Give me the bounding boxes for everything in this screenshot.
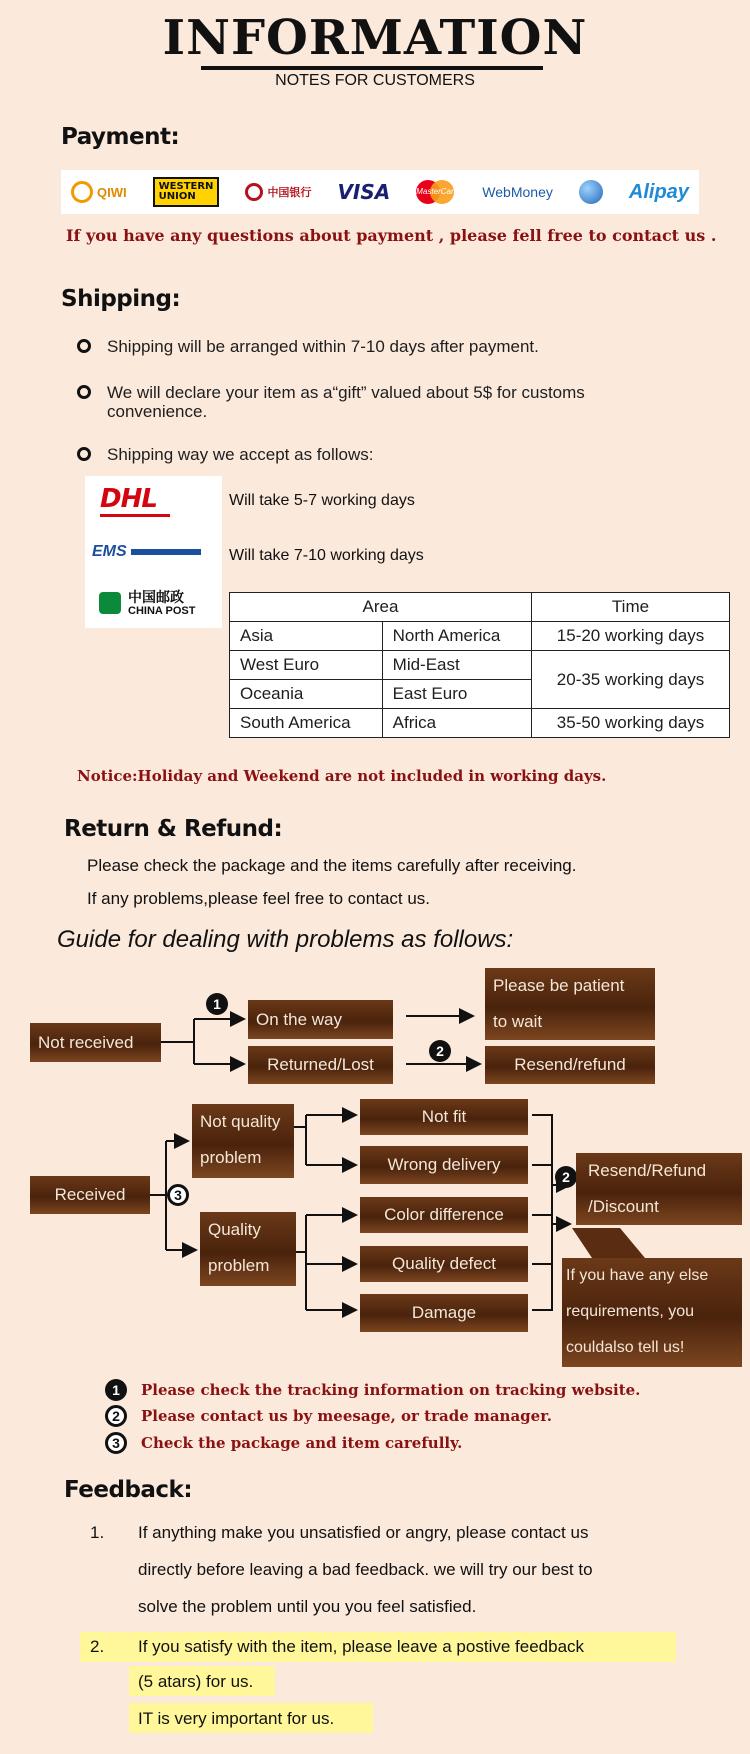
shipping-item: Shipping will be arranged within 7-10 days after payment. [77, 337, 677, 356]
ems-time-label: Will take 7-10 working days [229, 547, 424, 564]
payment-heading: Payment: [61, 124, 180, 150]
step-2-icon: 2 [105, 1405, 127, 1427]
feedback-line: If anything make you unsatisfied or angry, please contact us [138, 1523, 589, 1542]
qiwi-logo-text: QIWI [97, 184, 127, 200]
resend-discount-line: Resend/Refund [588, 1161, 707, 1180]
step-2-icon: 2 [429, 1040, 451, 1062]
wrong-delivery-box: Wrong delivery [360, 1146, 528, 1184]
table-row [230, 651, 730, 680]
step-3-icon: 3 [105, 1432, 127, 1454]
feedback-heading: Feedback: [64, 1477, 193, 1503]
page-title: INFORMATION [162, 10, 588, 66]
step-3-icon: 3 [167, 1184, 189, 1206]
table-row [230, 709, 730, 738]
globe-icon [579, 180, 603, 204]
dhl-time-label: Will take 5-7 working days [229, 492, 415, 509]
boc-logo-text: 中国银行 [267, 187, 312, 199]
key-item: 1 Please check the tracking information on tracking website. [105, 1379, 725, 1401]
ems-stripe-icon [131, 549, 201, 555]
step-1-icon: 1 [206, 993, 228, 1015]
mastercard-logo [416, 180, 459, 204]
resend-refund-discount-box [576, 1153, 742, 1225]
table-cell: West Euro [230, 651, 383, 680]
visa-logo: VISA [337, 180, 391, 204]
not-quality-problem-box [192, 1104, 294, 1178]
qiwi-ring-icon [71, 181, 93, 203]
table-header-time: Time [532, 593, 730, 622]
payment-logos [61, 170, 699, 214]
table-cell: South America [230, 709, 383, 738]
not-received-box: Not received [30, 1023, 161, 1062]
feedback-line: (5 atars) for us. [138, 1672, 254, 1691]
page-subtitle: NOTES FOR CUSTOMERS [275, 72, 475, 89]
boc-ring-icon [245, 183, 263, 201]
else-line: requirements, you [566, 1303, 695, 1320]
ems-logo-text: EMS [92, 543, 127, 560]
color-difference-box: Color difference [360, 1197, 528, 1233]
mastercard-logo-text: MasterCard [416, 187, 459, 196]
shipping-notice: Notice:Holiday and Weekend are not included in working days. [77, 767, 607, 785]
refund-line: If any problems,please feel free to contact us. [87, 889, 431, 908]
else-line: If you have any else [566, 1267, 709, 1284]
guide-heading: Guide for dealing with problems as follows: [57, 926, 514, 953]
china-post-logo [128, 590, 195, 618]
circle-bullet-icon [77, 385, 91, 399]
not-quality-line: Not quality [200, 1112, 281, 1131]
western-union-logo [153, 177, 220, 207]
step-1-icon: 1 [105, 1379, 127, 1401]
else-line: couldalso tell us! [566, 1339, 685, 1356]
be-patient-box [485, 968, 655, 1040]
ems-logo [92, 543, 201, 561]
table-cell: East Euro [382, 680, 531, 709]
table-cell: North America [382, 622, 531, 651]
feedback-line: solve the problem until you you feel satisfied. [138, 1597, 477, 1616]
be-patient-line: to wait [493, 1012, 543, 1031]
received-box: Received [30, 1176, 150, 1214]
shipping-heading: Shipping: [61, 286, 181, 312]
quality-line: problem [208, 1256, 270, 1275]
table-cell: 35-50 working days [532, 709, 730, 738]
shipping-item: We will declare your item as a“gift” valued about 5$ for customs convenience. [77, 383, 677, 421]
table-header-area: Area [230, 593, 532, 622]
shipping-item: Shipping way we accept as follows: [77, 445, 677, 464]
dhl-logo: DHL [100, 484, 157, 514]
quality-line: Quality [208, 1220, 261, 1239]
china-post-cn: 中国邮政 [128, 589, 184, 605]
circle-bullet-icon [77, 339, 91, 353]
title-rule [201, 66, 543, 70]
quality-defect-box: Quality defect [360, 1246, 528, 1282]
payment-note: If you have any questions about payment , please fell free to contact us . [66, 226, 717, 245]
feedback-line: If you satisfy with the item, please leave a postive feedback [138, 1637, 585, 1656]
be-patient-line: Please be patient [493, 976, 625, 995]
step-2-icon: 2 [555, 1166, 577, 1188]
feedback-number: 1. [90, 1523, 105, 1542]
shipping-time-table [229, 592, 730, 738]
on-the-way-box: On the way [248, 1000, 393, 1039]
refund-heading: Return & Refund: [64, 816, 283, 842]
key-item: 2 Please contact us by meesage, or trade manager. [105, 1405, 725, 1427]
webmoney-logo: WebMoney [482, 184, 553, 200]
alipay-logo: Alipay [628, 180, 689, 203]
table-cell: Oceania [230, 680, 383, 709]
qiwi-logo [71, 181, 127, 203]
feedback-line: directly before leaving a bad feedback. we will try our best to [138, 1560, 593, 1579]
wu-line-2: UNION [158, 191, 196, 202]
key-item: 3 Check the package and item carefully. [105, 1432, 725, 1454]
feedback-line: IT is very important for us. [138, 1709, 335, 1728]
feedback-number: 2. [90, 1637, 105, 1656]
table-cell: 20-35 working days [532, 651, 730, 709]
refund-line: Please check the package and the items carefully after receiving. [87, 856, 577, 875]
table-row [230, 622, 730, 651]
returned-lost-box: Returned/Lost [248, 1046, 393, 1084]
bank-of-china-logo [245, 183, 311, 201]
else-requirements-box [562, 1258, 742, 1367]
damage-box: Damage [360, 1294, 528, 1332]
resend-refund-box: Resend/refund [485, 1046, 655, 1084]
table-cell: Mid-East [382, 651, 531, 680]
table-cell: Asia [230, 622, 383, 651]
table-cell: 15-20 working days [532, 622, 730, 651]
not-quality-line: problem [200, 1148, 262, 1167]
china-post-en: CHINA POST [128, 605, 196, 617]
table-cell: Africa [382, 709, 531, 738]
table-header-row [230, 593, 730, 622]
circle-bullet-icon [77, 447, 91, 461]
resend-discount-line: /Discount [588, 1197, 659, 1216]
dhl-underline [100, 514, 170, 517]
quality-problem-box [200, 1212, 296, 1286]
not-fit-box: Not fit [360, 1099, 528, 1135]
china-post-icon [99, 592, 121, 614]
wu-line-1: WESTERN [158, 181, 214, 192]
